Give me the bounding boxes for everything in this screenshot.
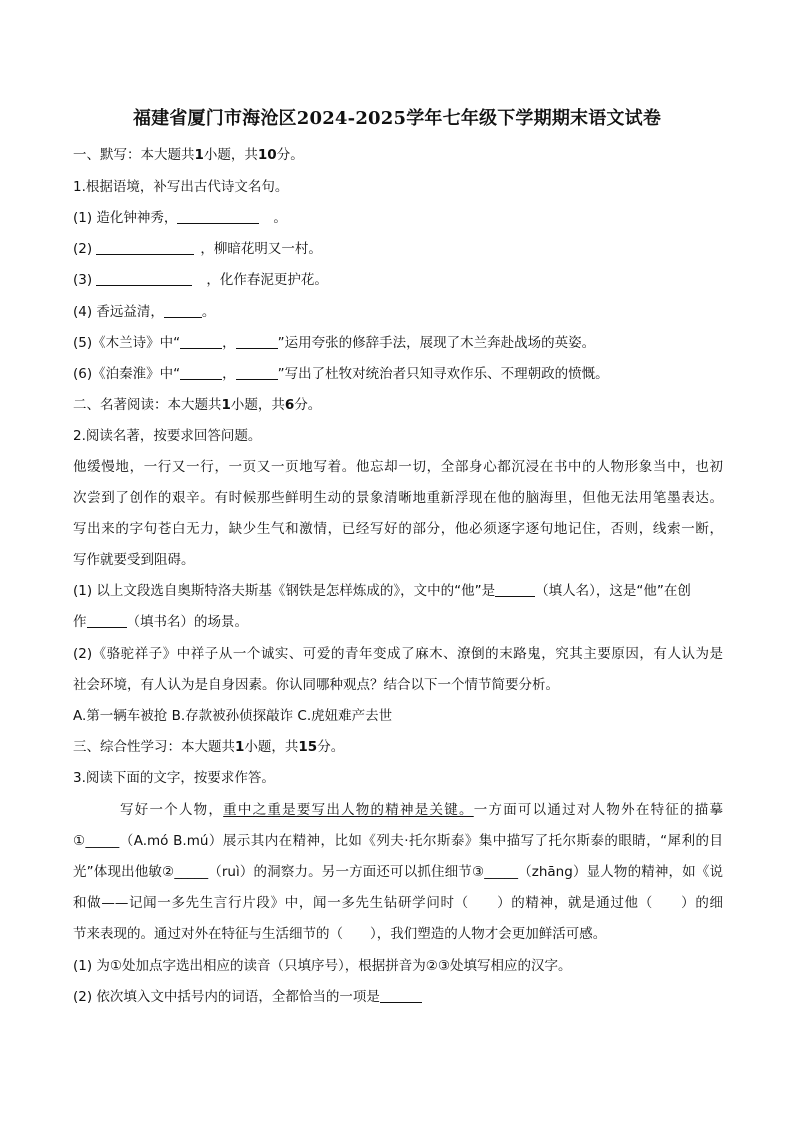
question-2-sub-1-cont: 作 （填书名）的场景。 — [73, 614, 248, 630]
question-1-item-5: (5)《木兰诗》中“ ， ”运用夸张的修辞手法，展现了木兰奔赴战场的英姿。 — [73, 335, 596, 351]
question-1-item-2: (2) ，柳暗花明又一村。 — [73, 241, 322, 257]
question-2-sub-2-cont: 社会环境，有人认为是自身因素。你认同哪种观点？结合以下一个情节简要分析。 — [73, 677, 559, 693]
passage-line: 写好一个人物，重中之重是要写出人物的精神是关键。一方面可以通过对人物外在特征的描摹 — [120, 802, 724, 818]
question-2-prompt: 2.阅读名著，按要求回答问题。 — [73, 428, 262, 444]
question-2-sub-2: (2)《骆驼祥子》中祥子从一个诚实、可爱的青年变成了麻木、潦倒的末路鬼，究其主要原因，有人认为是 — [73, 646, 723, 662]
question-2-sub-1: (1) 以上文段选自奥斯特洛夫斯基《钢铁是怎样炼成的》，文中的“他”是 （填人名），这是“他”在创 — [73, 583, 691, 599]
passage-line: 写出来的字句苍白无力，缺少生气和激情，已经写好的部分，他必须逐字逐句地记住，否则，线索一断， — [73, 521, 723, 537]
answer-blank[interactable] — [236, 334, 278, 349]
question-1-item-1: (1) 造化钟神秀， 。 — [73, 210, 287, 226]
answer-blank[interactable] — [177, 209, 259, 224]
question-3-sub-1: (1) 为①处加点字选出相应的读音（只填序号），根据拼音为②③处填写相应的汉字。 — [73, 958, 572, 974]
answer-blank[interactable] — [180, 334, 222, 349]
answer-blank[interactable] — [236, 365, 278, 380]
passage-line: ①_____（A.mó B.mú）展示其内在精神，比如《列夫·托尔斯泰》集中描写了托尔斯泰的眼睛，“犀利的目 — [73, 833, 723, 849]
question-1-item-4: (4) 香远益清， 。 — [73, 304, 216, 320]
answer-blank[interactable] — [380, 988, 422, 1003]
answer-blank[interactable] — [96, 240, 194, 255]
passage-line: 和做——记闻一多先生言行片段》中，闻一多先生钻研学问时（ ）的精神，就是通过他（ ）的细 — [73, 895, 723, 911]
question-2-options: A.第一辆车被抢 B.存款被孙侦探敲诈 C.虎妞难产去世 — [73, 708, 393, 724]
question-1-item-6: (6)《泊秦淮》中“ ， ”写出了杜牧对统治者只知寻欢作乐、不理朝政的愤慨。 — [73, 366, 609, 382]
section-2-heading: 二、名著阅读：本大题共1小题，共6分。 — [73, 397, 322, 413]
passage-line: 他缓慢地，一行又一行，一页又一页地写着。他忘却一切，全部身心都沉浸在书中的人物形象当中，也初 — [73, 459, 723, 475]
passage-line: 光”体现出他敏②_____（ruì）的洞察力。另一方面还可以抓住细节③_____（zhāng）显人物的精神，如《说 — [73, 864, 723, 880]
passage-line: 节来表现的。通过对外在特征与生活细节的（ ），我们塑造的人物才会更加鲜活可感。 — [73, 926, 607, 942]
answer-blank[interactable] — [495, 582, 535, 597]
passage-line: 写作就要受到阻碍。 — [73, 552, 195, 568]
passage-line: 次尝到了创作的艰辛。有时候那些鲜明生动的景象清晰地重新浮现在他的脑海里，但他无法用笔墨表达。 — [73, 490, 723, 506]
answer-blank[interactable] — [164, 303, 202, 318]
answer-blank[interactable] — [180, 365, 222, 380]
answer-blank[interactable] — [96, 271, 192, 286]
page-title: 福建省厦门市海沧区2024-2025学年七年级下学期期末语文试卷 — [132, 108, 662, 129]
section-3-heading: 三、综合性学习：本大题共1小题，共15分。 — [73, 739, 345, 755]
underlined-sentence: 重中之重是要写出人物的精神是关键。 — [223, 802, 474, 818]
question-3-prompt: 3.阅读下面的文字，按要求作答。 — [73, 770, 275, 786]
question-1-prompt: 1.根据语境，补写出古代诗文名句。 — [73, 179, 289, 195]
section-1-heading: 一、默写：本大题共1小题，共10分。 — [73, 147, 304, 163]
question-1-item-3: (3) ，化作春泥更护花。 — [73, 272, 328, 288]
answer-blank[interactable] — [87, 613, 127, 628]
question-3-sub-2: (2) 依次填入文中括号内的词语，全都恰当的一项是 — [73, 988, 723, 1006]
